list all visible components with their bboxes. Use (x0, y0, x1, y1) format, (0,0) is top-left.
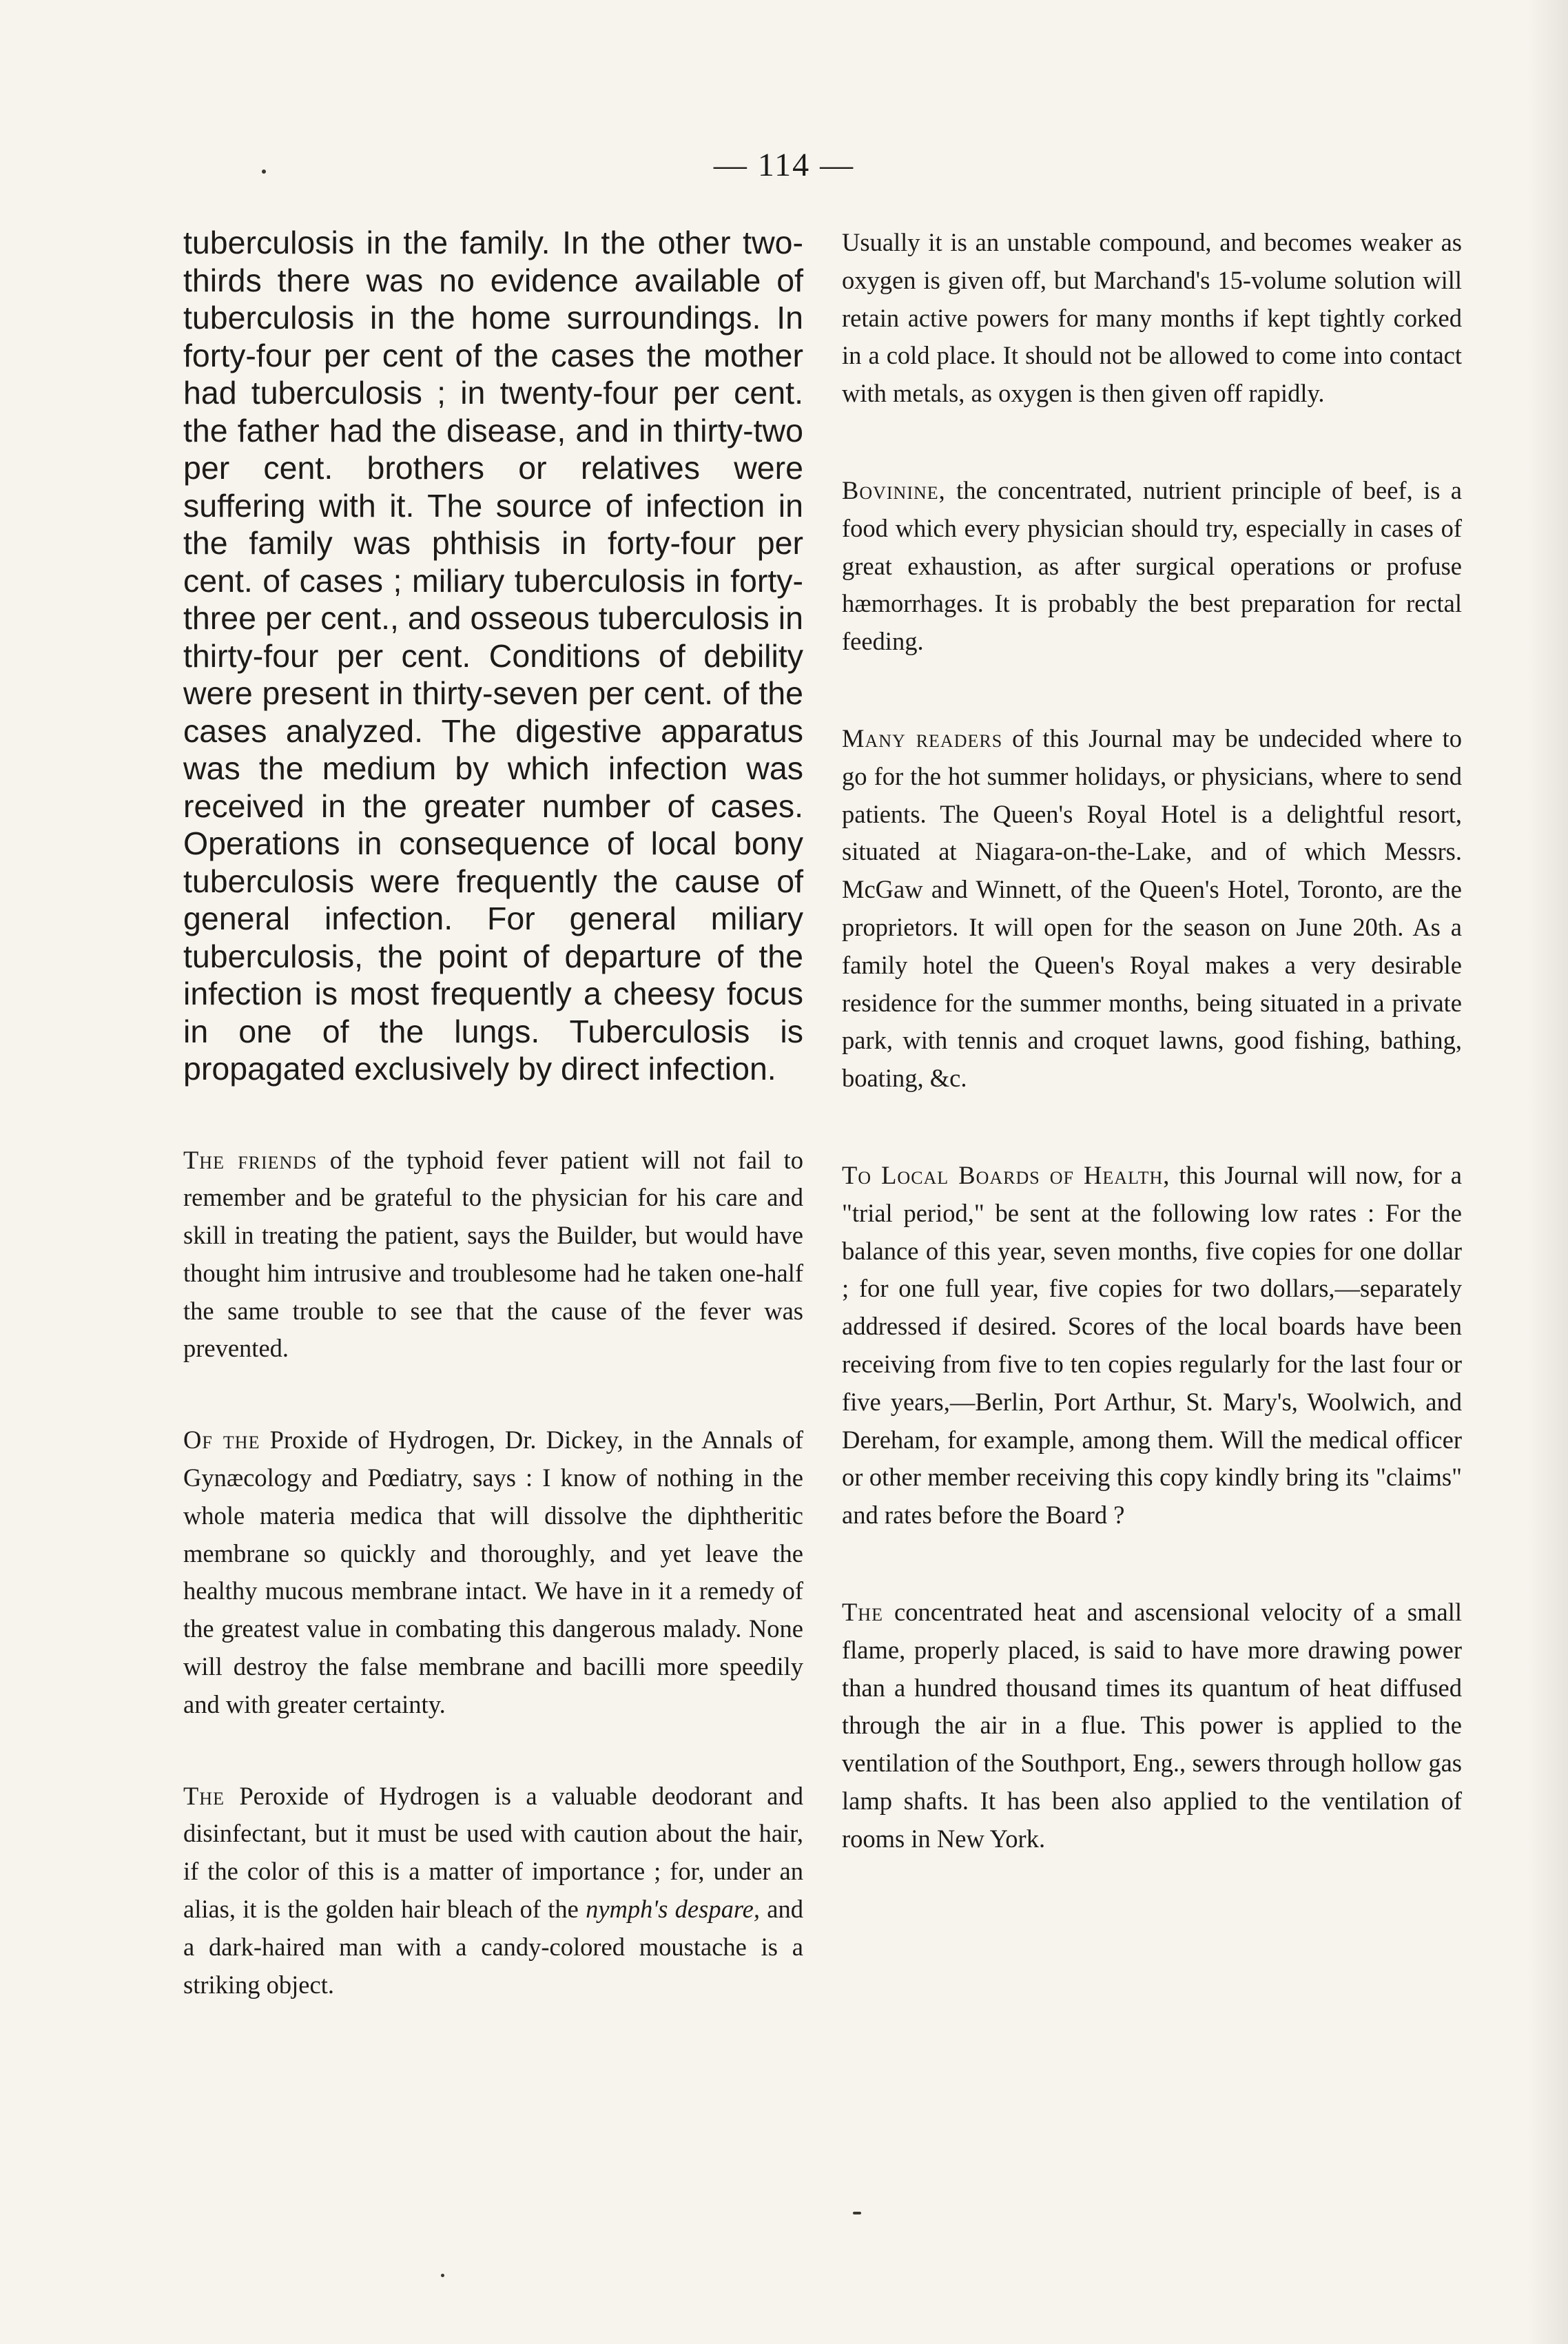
ink-speck (441, 2274, 444, 2277)
paragraph-text: Peroxide of Hydrogen is a valuable deodorant and disinfectant, but it must be used with caution about the hair, if the color of this is a matter of importance ; for, under an alias, it is the golden hair bleach of the (183, 1781, 803, 1924)
right-column (842, 224, 1462, 1917)
ink-speck (853, 2212, 861, 2214)
page-edge-shadow (1527, 0, 1568, 2344)
paragraph-lead: The (183, 1781, 225, 1810)
paragraph-lead: Of the (183, 1426, 260, 1454)
proxide-paragraph (183, 1421, 803, 1723)
paragraph-text: of the typhoid fever patient will not fail to remember and be grateful to the physician for his care and skill in treating the patient, says the Builder, but would have thought him intrusive and troublesome had he taken one-half the same trouble to see that the cause of the fever was prevented. (183, 1145, 804, 1363)
paragraph-text: this Journal will now, for a "trial period," be sent at the following low rates : For the balance of this year, seven months, five copies for one dollar ; for one full year, five copies for two dollars,—separately addressed if desired. Scores of the local boards have been receiving from five to ten copies regularly for the last four or five years,—Berlin, Port Arthur, St. Mary's, Woolwich, and Dereham, for example, among them. Will the medical officer or other member receiving this copy kindly bring its "claims" and rates before the Board ? (842, 1160, 1463, 1530)
tuberculosis-paragraph: tuberculosis in the family. In the other two-thirds there was no evidence available of tuberculosis in the home surroundings. In forty-four per cent of the cases the mother had tuberculosis ; in twenty-four per cent. the father had the disease, and in thirty-two per cent. brothers or relatives were suffering with it. The source of infection in the family was phthisis in forty-four per cent. of cases ; miliary tuberculosis in forty-three per cent., and osseous tuberculosis in thirty-four per cent. Conditions of debility were present in thirty-seven per cent. of the cases analyzed. The digestive apparatus was the medium by which infection was received in the greater number of cases. Operations in consequence of local bony tuberculosis were frequently the cause of general infection. For general miliary tuberculosis, the point of departure of the infection is most frequently a cheesy focus in one of the lungs. Tuberculosis is propagated exclusively by direct infection. (183, 225, 803, 1087)
paragraph-text: the concentrated, nutrient principle of beef, is a food which every physician should try, especially in cases of great exhaustion, as after surgical operations or profuse hæmorrhages. It is probably the best preparation for rectal feeding. (842, 475, 1462, 656)
paragraph-text: of this Journal may be undecided where to go for the hot summer holidays, or physicians, where to send patients. The Queen's Royal Hotel is a delightful resort, situated at Niagara-on-the-Lake, and of which Messrs. McGaw and Winnett, of the Queen's Hotel, Toronto, are the proprietors. It will open for the season on June 20th. As a family hotel the Queen's Royal makes a very desirable residence for the summer months, being situated in a private park, with tennis and croquet lawns, good fishing, bathing, boating, &c. (842, 723, 1462, 1093)
paragraph-lead: Many readers (842, 723, 1003, 752)
paragraph-tail: and a dark-haired man with a candy-colored moustache is a striking object. (183, 1895, 803, 1999)
typhoid-paragraph (183, 1142, 803, 1368)
paragraph-text: concentrated heat and ascensional velocity of a small flame, properly placed, is said to have more drawing power than a hundred thousand times its quantum of heat diffused through the air in a flue. This power is applied to the ventilation of the Southport, Eng., sewers through hollow gas lamp shafts. It has been also applied to the ventilation of rooms in New York. (842, 1597, 1462, 1853)
local-boards-paragraph (842, 1157, 1462, 1534)
paragraph-lead: The (842, 1597, 883, 1626)
peroxide-paragraph (183, 1778, 803, 2004)
page-number: — 114 — (713, 147, 855, 183)
italic-phrase: nymph's despare, (586, 1895, 761, 1924)
bovinine-paragraph (842, 472, 1462, 661)
ink-speck (262, 169, 266, 174)
paragraph-text: Proxide of Hydrogen, Dr. Dickey, in the Annals of Gynæcology and Pœdiatry, says : I know of nothing in the whole materia medica that will dissolve the diphtheritic membrane so quickly and thoroughly, and yet leave the healthy mucous membrane intact. We have in it a remedy of the greatest value in combating this dangerous malady. None will destroy the false membrane and bacilli more speedily and with greater certainty. (183, 1426, 803, 1718)
oxygen-continuation-paragraph (842, 224, 1462, 413)
hotel-paragraph (842, 720, 1462, 1098)
paragraph-text: Usually it is an unstable compound, and becomes weaker as oxygen is given off, but Marchand's 15-volume solution will retain active powers for many months if kept tightly corked in a cold place. It should not be allowed to come into contact with metals, as oxygen is then given off rapidly. (842, 228, 1462, 408)
paragraph-lead: To Local Boards of Health, (842, 1160, 1170, 1189)
paragraph-lead: The friends (183, 1145, 318, 1174)
paragraph-lead: Bovinine, (842, 475, 946, 504)
left-column (183, 224, 803, 2057)
ventilation-paragraph (842, 1594, 1462, 1858)
